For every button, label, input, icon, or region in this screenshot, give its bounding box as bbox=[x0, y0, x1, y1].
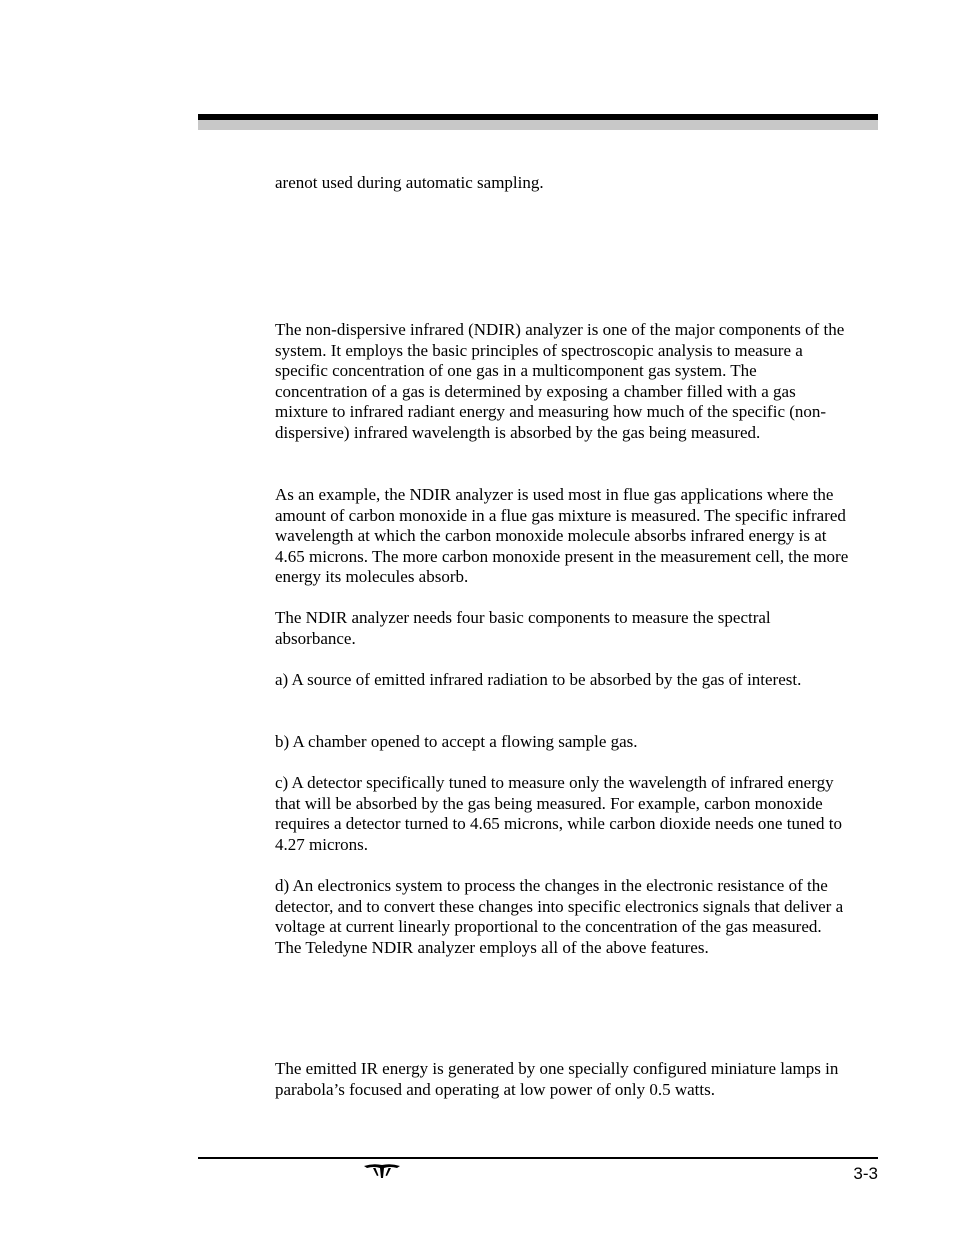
list-item-d: d) An electronics system to process the changes in the electronic resistance of the detector, and to convert these changes into specific electronics signals that deliver a voltage at current linearly proportional to the concentration of the gas measured. The Teledyne NDIR analyzer employs all of the above features. bbox=[275, 876, 844, 957]
header-rule-shadow bbox=[198, 120, 878, 130]
list-item-a: a) A source of emitted infrared radiation to be absorbed by the gas of interest. bbox=[275, 670, 802, 689]
list-item-c: c) A detector specifically tuned to measure only the wavelength of infrared energy that will be absorbed by the gas being measured. For example, carbon monoxide requires a detector turned to 4.65 microns, while carbon dioxide needs one tuned to 4.27 microns. bbox=[275, 773, 842, 854]
teledyne-logo-icon bbox=[363, 1162, 401, 1180]
paragraph-ir-source: The emitted IR energy is generated by one specially configured miniature lamps in parabola’s focused and operating at low power of only 0.5 watts. bbox=[275, 1059, 839, 1099]
page-number: 3-3 bbox=[853, 1164, 878, 1183]
list-item-b: b) A chamber opened to accept a flowing sample gas. bbox=[275, 732, 638, 751]
paragraph-continuation: arenot used during automatic sampling. bbox=[275, 173, 544, 192]
paragraph-four-components: The NDIR analyzer needs four basic components to measure the spectral absorbance. bbox=[275, 608, 771, 648]
paragraph-ndir-intro: The non-dispersive infrared (NDIR) analyzer is one of the major components of the system. It employs the basic principles of spectroscopic analysis to measure a specific concentration of one gas in a multicomponent gas system. The concentration of a gas is determined by exposing a chamber filled with a gas mixture to infrared radiant energy and measuring how much of the specific (non-dispersive) infrared wavelength is absorbed by the gas being measured. bbox=[275, 320, 845, 442]
paragraph-flue-gas-example: As an example, the NDIR analyzer is used most in flue gas applications where the amount of carbon monoxide in a flue gas mixture is measured. The specific infrared wavelength at which the carbon monoxide molecule absorbs infrared energy is at 4.65 microns. The more carbon monoxide present in the measurement cell, the more energy its molecules absorb. bbox=[275, 485, 849, 587]
footer-rule bbox=[198, 1157, 878, 1159]
